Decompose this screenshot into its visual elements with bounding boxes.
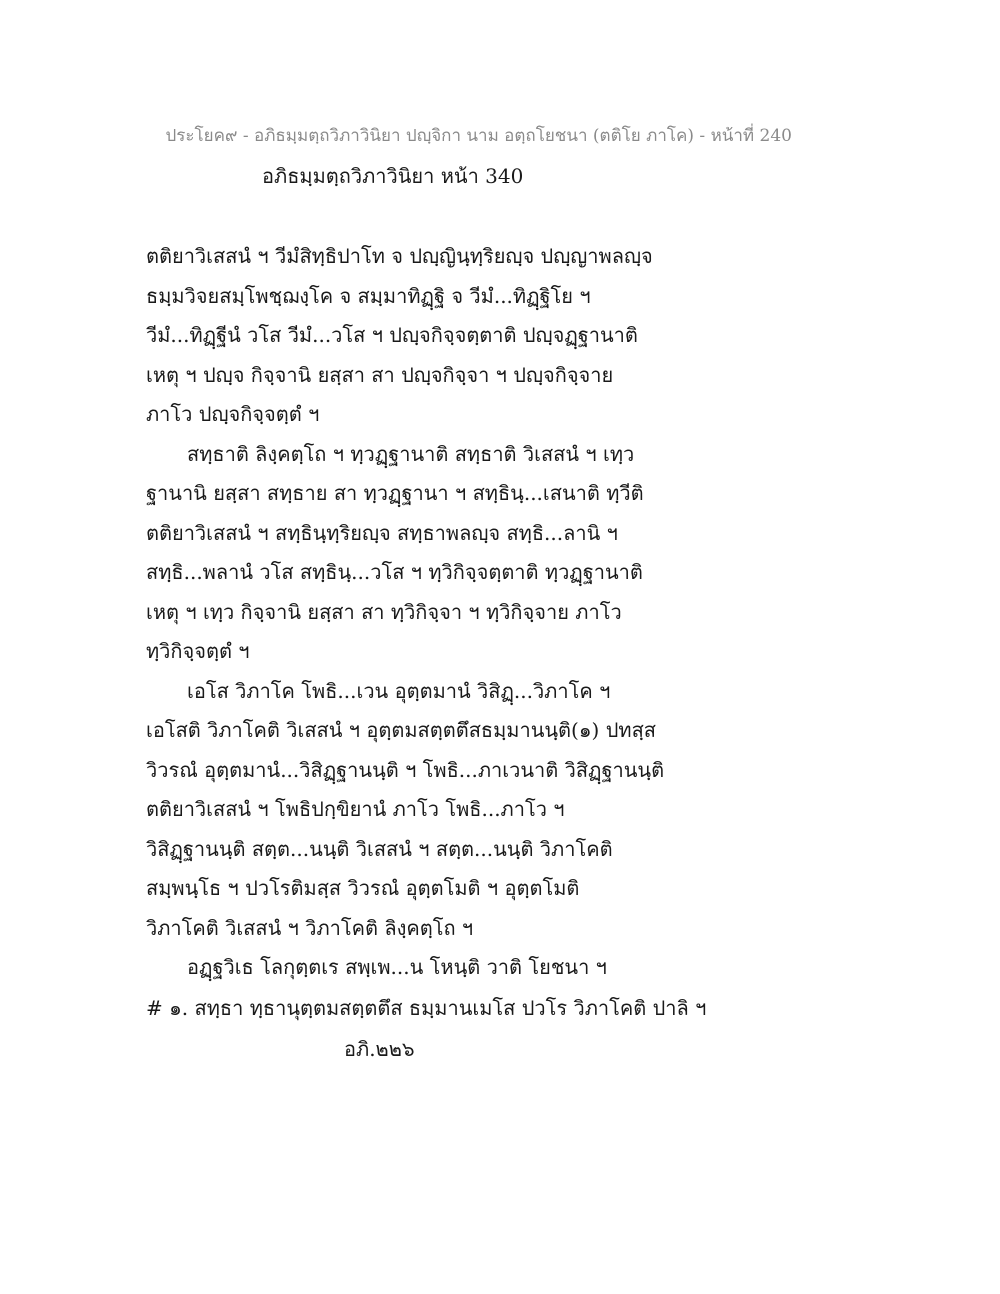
text-line: วิสิฏฺฐานนฺติ สตฺต...นนฺติ วิเสสนํ ฯ สตฺต...นนฺติ วิภาโคติ — [146, 836, 613, 861]
text-line: ทฺวิกิจฺจตฺตํ ฯ — [146, 639, 250, 663]
page-heading: อภิธมฺมตฺถวิภาวินิยา หน้า 340 — [262, 164, 524, 188]
text-line: เหตุ ฯ ปญฺจ กิจฺจานิ ยสฺสา สา ปญฺจกิจฺจา ฯ ปญฺจกิจฺจาย — [146, 362, 614, 387]
body-text — [146, 237, 846, 988]
text-line: ธมฺมวิจยสมฺโพชฺฌงฺโค จ สมฺมาทิฏฺฐิ จ วีมํ...ทิฏฺฐิโย ฯ — [146, 283, 591, 308]
text-line: สทฺธิ...พลานํ วโส สทฺธินฺ...วโส ฯ ทฺวิกิจฺจตฺตาติ ทฺวฏฺฐานาติ — [146, 560, 643, 584]
text-line: วีมํ...ทิฏฺฐีนํ วโส วีมํ...วโส ฯ ปญฺจกิจฺจตฺตาติ ปญฺจฏฺฐานาติ — [146, 323, 638, 347]
text-line: เอโสติ วิภาโคติ วิเสสนํ ฯ อุตฺตมสตฺตตึสธมฺมานนฺติ(๑) ปทสฺส — [146, 718, 656, 742]
text-line: วิภาโคติ วิเสสนํ ฯ วิภาโคติ ลิงฺคตฺโถ ฯ — [146, 915, 474, 940]
footnote: # ๑. สทฺธา ทฺธานุตฺตมสตฺตตึส ธมฺมานเมโส ปวโร วิภาโคติ ปาลิ ฯ — [146, 996, 707, 1020]
text-line: ฐานานิ ยสฺสา สทฺธาย สา ทฺวฏฺฐานา ฯ สทฺธินฺ...เสนาติ ทฺวีติ — [146, 481, 644, 505]
text-line: ตติยาวิเสสนํ ฯ โพธิปกฺขิยานํ ภาโว โพธิ...ภาโว ฯ — [146, 797, 565, 821]
text-line: ตติยาวิเสสนํ ฯ สทฺธินฺทฺริยญฺจ สทฺธาพลญฺจ สทฺธิ...ลานิ ฯ — [146, 520, 618, 545]
text-line: สมฺพนฺโธ ฯ ปวโรติมสฺส วิวรณํ อุตฺตโมติ ฯ อุตฺตโมติ — [146, 876, 580, 900]
page-reference: อภิ.๒๒๖ — [344, 1037, 415, 1061]
text-line: วิวรณํ อุตฺตมานํ...วิสิฏฺฐานนฺติ ฯ โพธิ...ภาเวนาติ วิสิฏฺฐานนฺติ — [146, 757, 665, 782]
paragraph-start-line: อฏฺฐวิเธ โลกุตฺตเร สพฺเพ...น โหนฺติ วาติ โยชนา ฯ — [187, 955, 607, 979]
text-line: ตติยาวิเสสนํ ฯ วีมํสิทฺธิปาโท จ ปญฺญินฺทฺริยญฺจ ปญฺญาพลญฺจ — [146, 244, 653, 268]
running-header: ประโยค๙ - อภิธมฺมตฺถวิภาวินิยา ปญฺจิกา นาม อตฺถโยชนา (ตติโย ภาโค) - หน้าที่ 240 — [165, 126, 792, 146]
text-line: ภาโว ปญฺจกิจฺจตฺตํ ฯ — [146, 402, 320, 426]
paragraph-start-line: เอโส วิภาโค โพธิ...เวน อุตฺตมานํ วิสิฏฺ...วิภาโค ฯ — [187, 678, 611, 703]
paragraph-start-line: สทฺธาติ ลิงฺคตฺโถ ฯ ทฺวฏฺฐานาติ สทฺธาติ วิเสสนํ ฯ เทฺว — [187, 441, 635, 466]
text-line: เหตุ ฯ เทฺว กิจฺจานิ ยสฺสา สา ทฺวิกิจฺจา ฯ ทฺวิกิจฺจาย ภาโว — [146, 599, 622, 624]
